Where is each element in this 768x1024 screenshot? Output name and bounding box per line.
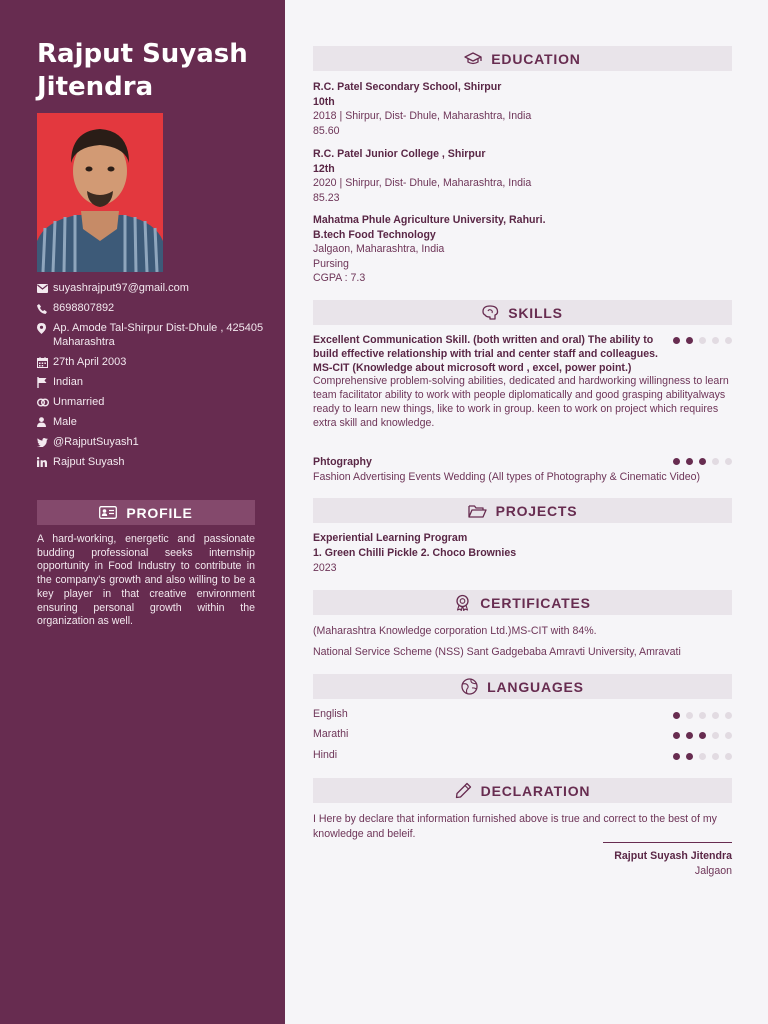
contact-phone[interactable] <box>37 302 272 316</box>
education-detail: Jalgaon, Maharashtra, India <box>313 243 445 255</box>
contact-text: Ap. Amode Tal-Shirpur Dist-Dhule , 425405 Maharashtra <box>53 322 264 348</box>
contact-text: Rajput Suyash <box>53 455 125 468</box>
signature-place: Jalgaon <box>694 864 732 877</box>
declaration-heading: DECLARATION <box>313 778 732 803</box>
school-name: Mahatma Phule Agriculture University, Rahuri. <box>313 214 546 226</box>
skill-item <box>313 333 732 431</box>
contact-text: Indian <box>53 375 83 388</box>
rating-dot-filled <box>673 753 680 760</box>
projects-heading: PROJECTS <box>313 498 732 523</box>
twitter-icon <box>37 436 53 449</box>
contact-linkedin[interactable] <box>37 456 272 470</box>
rating-dot-empty <box>712 458 719 465</box>
rating-dot-empty <box>712 753 719 760</box>
contact-text: suyashrajput97@gmail.com <box>53 282 189 294</box>
profile-heading: PROFILE <box>37 500 255 525</box>
rating-dot-empty <box>699 337 706 344</box>
rating-dot-filled <box>673 732 680 739</box>
user-icon <box>37 416 53 429</box>
signature-line <box>603 842 732 843</box>
education-item <box>313 213 732 286</box>
profile-photo <box>37 113 163 272</box>
contact-text: @RajputSuyash1 <box>53 435 139 448</box>
contact-address <box>37 322 272 349</box>
contact-nationality <box>37 376 272 390</box>
project-subtitle: 1. Green Chilli Pickle 2. Choco Brownies <box>313 546 517 559</box>
contact-marital-status <box>37 396 272 410</box>
rating-dot-filled <box>686 458 693 465</box>
language-rating <box>673 753 732 760</box>
skills-heading: SKILLS <box>313 300 732 325</box>
contact-text: 8698807892 <box>53 302 115 314</box>
project-year: 2023 <box>313 562 337 574</box>
skill-title: Phtography <box>313 456 372 468</box>
email-icon <box>37 282 53 295</box>
person-name: Rajput Suyash Jitendra <box>37 39 248 102</box>
contact-birthdate <box>37 356 272 370</box>
pencil-icon <box>455 782 472 799</box>
school-name: R.C. Patel Junior College , Shirpur <box>313 148 486 160</box>
rating-dot-empty <box>725 337 732 344</box>
education-score: CGPA : 7.3 <box>313 272 366 284</box>
rings-icon <box>37 396 53 409</box>
flag-icon <box>37 376 53 389</box>
project-title: Experiential Learning Program <box>313 532 468 544</box>
rating-dot-empty <box>699 753 706 760</box>
education-status: Pursing <box>313 257 349 270</box>
id-card-icon <box>99 506 117 519</box>
education-detail: 2018 | Shirpur, Dist- Dhule, Maharashtra, India <box>313 110 532 122</box>
language-rating <box>673 732 732 739</box>
education-item <box>313 80 732 138</box>
certificates-heading: CERTIFICATES <box>313 590 732 615</box>
signature-name: Rajput Suyash Jitendra <box>614 850 732 862</box>
calendar-icon <box>37 356 53 369</box>
contact-text: Male <box>53 415 77 428</box>
contact-email[interactable] <box>37 282 272 296</box>
degree: 12th <box>313 162 335 175</box>
contact-text: 27th April 2003 <box>53 355 127 368</box>
rating-dot-empty <box>712 732 719 739</box>
rating-dot-empty <box>712 337 719 344</box>
language-name: English <box>313 708 348 720</box>
contact-gender <box>37 416 272 430</box>
location-icon <box>37 322 53 335</box>
skill-description: Fashion Advertising Events Wedding (All types of Photography & Cinematic Video) <box>313 470 701 483</box>
certificate-item: (Maharashtra Knowledge corporation Ltd.)MS-CIT with 84%. <box>313 625 597 637</box>
globe-icon <box>461 678 478 695</box>
rating-dot-filled <box>673 712 680 719</box>
rating-dot-filled <box>686 753 693 760</box>
rating-dot-filled <box>699 458 706 465</box>
language-row <box>313 708 732 722</box>
education-score: 85.60 <box>313 124 340 137</box>
education-heading: EDUCATION <box>313 46 732 71</box>
rating-dot-filled <box>673 458 680 465</box>
declaration-text: I Here by declare that information furnished above is true and correct to the best of my knowledge and beleif. <box>313 813 717 840</box>
certificate-item: National Service Scheme (NSS) Sant Gadgebaba Amravti University, Amravati <box>313 646 681 658</box>
rating-dot-empty <box>712 712 719 719</box>
rating-dot-filled <box>686 732 693 739</box>
education-item <box>313 147 732 205</box>
skill-item <box>313 455 732 484</box>
degree: B.tech Food Technology <box>313 228 436 241</box>
signature-block <box>313 849 732 878</box>
education-score: 85.23 <box>313 191 340 204</box>
language-name: Hindi <box>313 749 338 761</box>
rating-dot-filled <box>699 732 706 739</box>
rating-dot-filled <box>686 337 693 344</box>
skill-rating <box>673 337 732 344</box>
language-name: Marathi <box>313 728 349 740</box>
rating-dot-empty <box>725 712 732 719</box>
sidebar <box>0 0 285 1024</box>
skill-title: Excellent Communication Skill. (both written and oral) The ability to build effective relationship with trial and center staff and colleagues. MS-CIT (Knowledge about microsoft word , excel, power point.) <box>313 334 658 374</box>
brain-icon <box>482 305 499 320</box>
contact-text: Unmarried <box>53 395 105 408</box>
rating-dot-empty <box>686 712 693 719</box>
languages-heading: LANGUAGES <box>313 674 732 699</box>
graduation-cap-icon <box>464 52 482 65</box>
school-name: R.C. Patel Secondary School, Shirpur <box>313 81 502 93</box>
skill-rating <box>673 458 732 465</box>
rating-dot-empty <box>725 458 732 465</box>
language-row <box>313 749 732 763</box>
rating-dot-filled <box>673 337 680 344</box>
phone-icon <box>37 302 53 315</box>
education-detail: 2020 | Shirpur, Dist- Dhule, Maharashtra, India <box>313 177 532 189</box>
contact-list <box>37 282 272 476</box>
contact-twitter[interactable] <box>37 436 272 450</box>
project-item <box>313 531 732 576</box>
language-rating <box>673 712 732 719</box>
linkedin-icon <box>37 456 53 469</box>
language-row <box>313 728 732 742</box>
skill-description: Comprehensive problem-solving abilities, dedicated and hardworking willingness to learn team facilitator ability to work with people diplomatically and good grasping abilityalways ready to learn new things, like to work in group. keen to work on project which requires extra skill and knowledge. <box>313 375 729 429</box>
rating-dot-empty <box>725 753 732 760</box>
folder-icon <box>468 504 487 518</box>
degree: 10th <box>313 95 335 108</box>
rating-dot-empty <box>699 712 706 719</box>
certificate-icon <box>454 594 471 611</box>
rating-dot-empty <box>725 732 732 739</box>
profile-summary: A hard-working, energetic and passionate budding professional seeks internship opportunity in Food Industry to contribute in the company's growth and also willing to be a key player in that creative environment ensuring personal growth within the organization as well. <box>37 533 255 628</box>
